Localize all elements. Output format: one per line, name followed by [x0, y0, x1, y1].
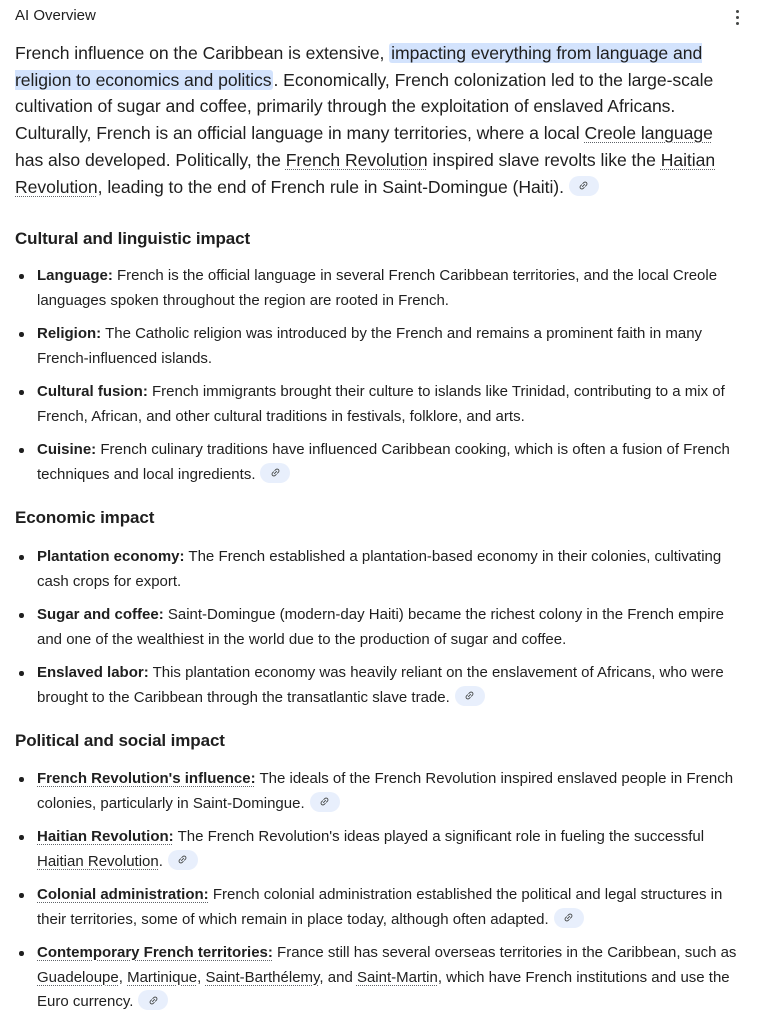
- bullet-list: [15, 545, 744, 710]
- item-text: France still has several overseas territories in the Caribbean, such as: [272, 944, 737, 962]
- item-text: .: [158, 852, 163, 870]
- separator: ,: [197, 968, 206, 986]
- list-item: [15, 767, 744, 816]
- ai-overview-title: AI Overview: [15, 6, 96, 24]
- list-item: [15, 264, 744, 313]
- contemporary-territories-link[interactable]: Contemporary French territories:: [37, 944, 273, 962]
- item-text: French colonial administration established the political and legal structures in their territories, some of which remain in place today, although often adapted.: [37, 886, 723, 928]
- item-text: This plantation economy was heavily reliant on the enslavement of Africans, who were brought to the Caribbean through the transatlantic slave trade.: [37, 664, 724, 706]
- section-heading: Cultural and linguistic impact: [15, 229, 251, 249]
- bullet-list: [15, 264, 744, 487]
- list-item: [15, 603, 744, 652]
- section-political-social: [15, 731, 744, 1015]
- item-text: French is the official language in several French Caribbean territories, and the local Creole languages spoken throughout the region are rooted in French.: [37, 267, 718, 309]
- source-link-button[interactable]: [138, 990, 168, 1010]
- list-item: [15, 883, 744, 932]
- list-item: [15, 825, 744, 874]
- item-text: The Catholic religion was introduced by the French and remains a prominent faith in many French-influenced islands.: [37, 325, 703, 367]
- item-term: Cultural fusion:: [37, 383, 148, 401]
- list-item: [15, 941, 744, 1015]
- creole-language-link[interactable]: Creole language: [584, 123, 713, 144]
- item-term: Religion:: [37, 325, 102, 343]
- item-text: French immigrants brought their culture to islands like Trinidad, contributing to a mix of French, African, and other cultural traditions in festivals, folklore, and arts.: [37, 383, 725, 425]
- french-revolution-influence-link[interactable]: French Revolution's influence:: [37, 770, 256, 788]
- source-link-button[interactable]: [569, 176, 599, 196]
- link-icon: [563, 912, 574, 923]
- intro-text: inspired slave revolts like the: [427, 149, 661, 170]
- link-icon: [177, 854, 188, 865]
- french-revolution-link[interactable]: French Revolution: [285, 149, 428, 170]
- more-vert-icon-dot: [736, 16, 739, 19]
- list-item: [15, 380, 744, 429]
- item-term: Enslaved labor:: [37, 664, 149, 682]
- link-icon: [148, 995, 159, 1006]
- intro-paragraph: [15, 40, 744, 200]
- intro-text: French influence on the Caribbean is extensive,: [15, 43, 390, 63]
- section-economic: [15, 508, 744, 710]
- section-cultural-linguistic: [15, 229, 744, 487]
- list-item: [15, 322, 744, 371]
- more-vert-icon-dot: [736, 10, 739, 13]
- list-item: [15, 661, 744, 710]
- martinique-link[interactable]: Martinique: [127, 968, 198, 986]
- item-term: Language:: [37, 267, 113, 285]
- list-item: [15, 438, 744, 487]
- section-heading: Political and social impact: [15, 731, 225, 751]
- separator: ,: [437, 968, 442, 986]
- list-item: [15, 545, 744, 594]
- source-link-button[interactable]: [554, 908, 584, 928]
- haitian-revolution-link[interactable]: Haitian Revolution: [37, 852, 159, 870]
- haitian-revolution-term-link[interactable]: Haitian Revolution:: [37, 828, 174, 846]
- ai-overview-header: [15, 0, 744, 32]
- intro-text: has also developed. Politically, the: [15, 149, 286, 170]
- link-icon: [464, 690, 475, 701]
- item-text: The ideals of the French Revolution inspired enslaved people in French colonies, particularly in Saint-Domingue.: [37, 770, 734, 812]
- intro-text: , leading to the end of French rule in Saint-Domingue (Haiti).: [97, 176, 564, 197]
- saint-martin-link[interactable]: Saint-Martin: [356, 968, 438, 986]
- source-link-button[interactable]: [168, 850, 198, 870]
- bullet-list: [15, 767, 744, 1015]
- highlighted-text[interactable]: impacting everything from language and religion to economics and politics: [15, 43, 703, 90]
- haitian-revolution-link[interactable]: Haitian Revolution: [15, 149, 716, 197]
- more-options-button[interactable]: [730, 6, 744, 28]
- section-heading: Economic impact: [15, 508, 155, 528]
- link-icon: [270, 467, 281, 478]
- item-text: French culinary traditions have influenced Caribbean cooking, which is often a fusion of French techniques and local ingredients.: [37, 441, 730, 483]
- source-link-button[interactable]: [260, 463, 290, 483]
- separator: , and: [319, 968, 357, 986]
- item-text: The French established a plantation-based economy in their colonies, cultivating cash crops for export.: [37, 548, 722, 590]
- more-vert-icon-dot: [736, 22, 739, 25]
- saint-barthelemy-link[interactable]: Saint-Barthélemy: [205, 968, 320, 986]
- item-text: Saint-Domingue (modern-day Haiti) became the richest colony in the French empire and one of the wealthiest in the world due to the production of sugar and coffee.: [37, 606, 724, 648]
- item-term: Plantation economy:: [37, 548, 185, 566]
- source-link-button[interactable]: [455, 686, 485, 706]
- guadeloupe-link[interactable]: Guadeloupe: [37, 968, 119, 986]
- item-text: The French Revolution's ideas played a significant role in fueling the successful: [173, 828, 705, 846]
- item-term: Sugar and coffee:: [37, 606, 164, 624]
- link-icon: [319, 796, 330, 807]
- source-link-button[interactable]: [310, 792, 340, 812]
- intro-text: . Economically, French colonization led to the large-scale cultivation of sugar and coffee, primarily through the exploitation of enslaved Africans. Culturally, French is an official language in many territories, where a local: [15, 69, 714, 144]
- item-text: which have French institutions and use the Euro currency.: [37, 968, 730, 1011]
- separator: ,: [118, 968, 128, 986]
- item-term: Cuisine:: [37, 441, 97, 459]
- link-icon: [578, 180, 589, 191]
- colonial-administration-link[interactable]: Colonial administration:: [37, 886, 209, 904]
